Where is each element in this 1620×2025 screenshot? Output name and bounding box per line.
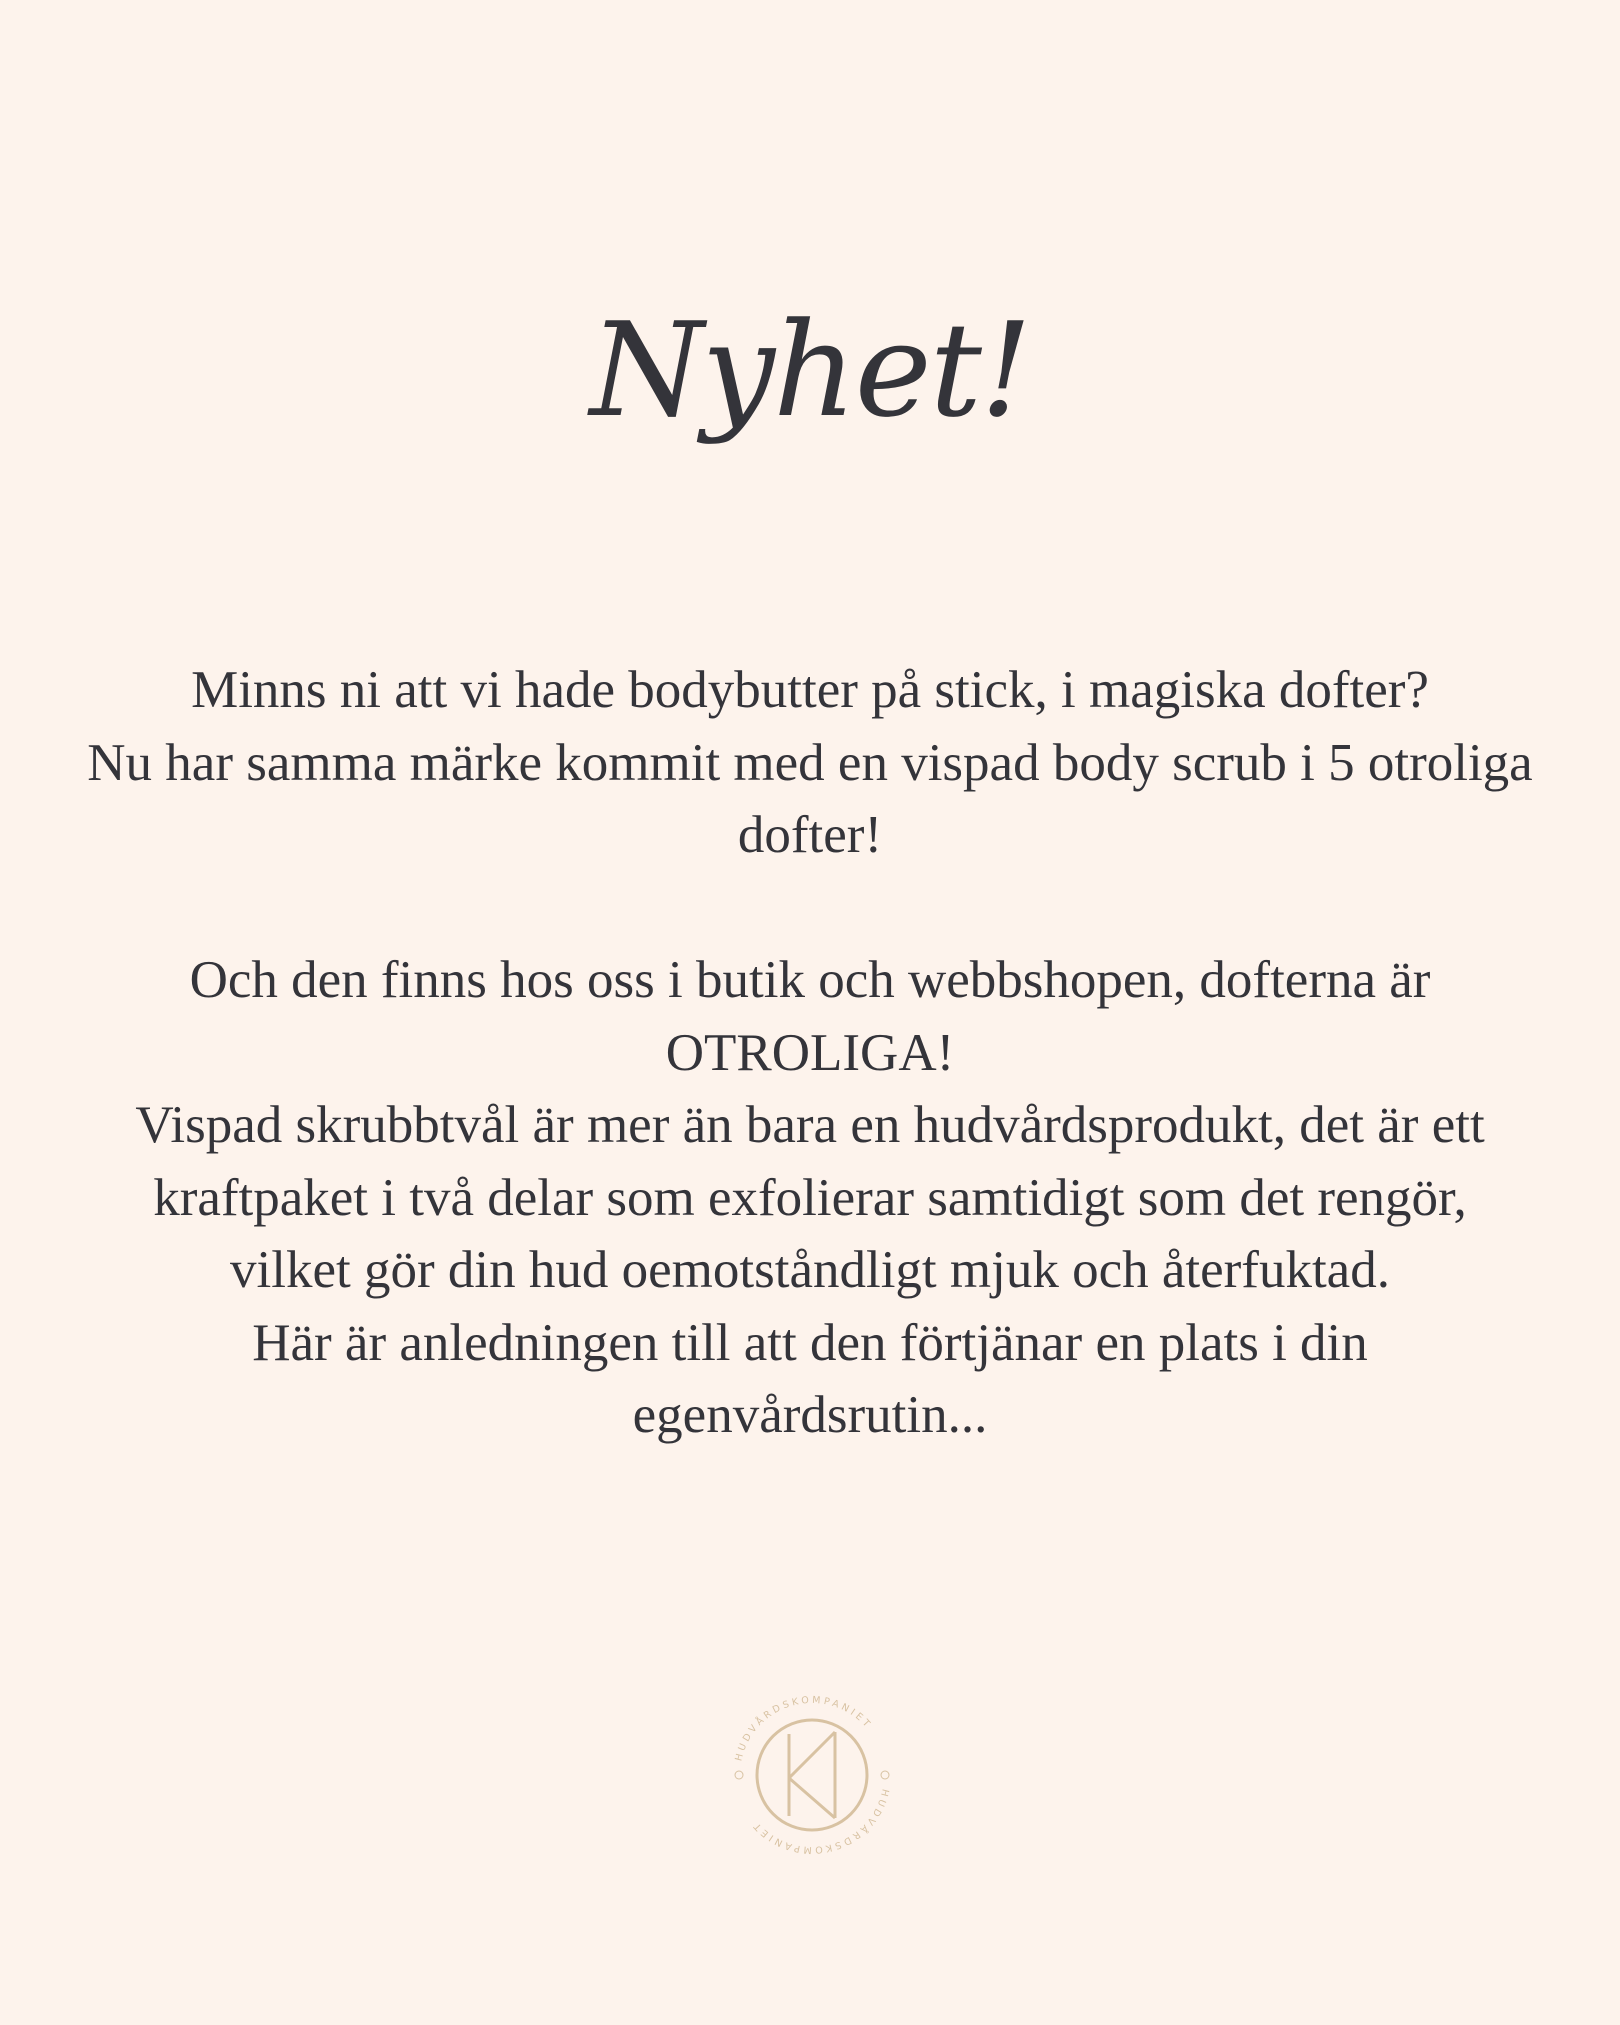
announcement-text <box>20 654 1600 1452</box>
paragraph-gap <box>20 872 1600 945</box>
brand-logo-icon <box>727 1690 897 1860</box>
text-line: dofter! <box>737 806 883 864</box>
logo-ring-text: HUDVÅRDSKOMPANIET <box>749 1787 891 1856</box>
text-line: egenvårdsrutin... <box>632 1386 988 1444</box>
text-line: kraftpaket i två delar som exfolierar samtidigt som det rengör, <box>153 1168 1467 1227</box>
text-line: Och den finns hos oss i butik och webbshopen, dofterna är <box>189 951 1431 1009</box>
logo-ring-text: HUDVÅRDSKOMPANIET <box>733 1694 875 1763</box>
svg-text:HUDVÅRDSKOMPANIET <box>733 1695 874 1763</box>
svg-text:HUDVÅRDSKOMPANIET <box>750 1788 891 1856</box>
text-line: Minns ni att vi hade bodybutter på stick, i magiska dofter? <box>191 661 1429 719</box>
text-line: vilket gör din hud oemotståndligt mjuk och återfuktad. <box>230 1241 1390 1299</box>
text-line: OTROLIGA! <box>665 1023 955 1082</box>
text-line: Här är anledningen till att den förtjänar en plats i din <box>252 1313 1368 1372</box>
text-line: Nu har samma märke kommit med en vispad body scrub i 5 otroliga <box>87 733 1533 792</box>
page-title: Nyhet! <box>589 294 1031 446</box>
text-line: Vispad skrubbtvål är mer än bara en hudvårdsprodukt, det är ett <box>135 1096 1485 1154</box>
